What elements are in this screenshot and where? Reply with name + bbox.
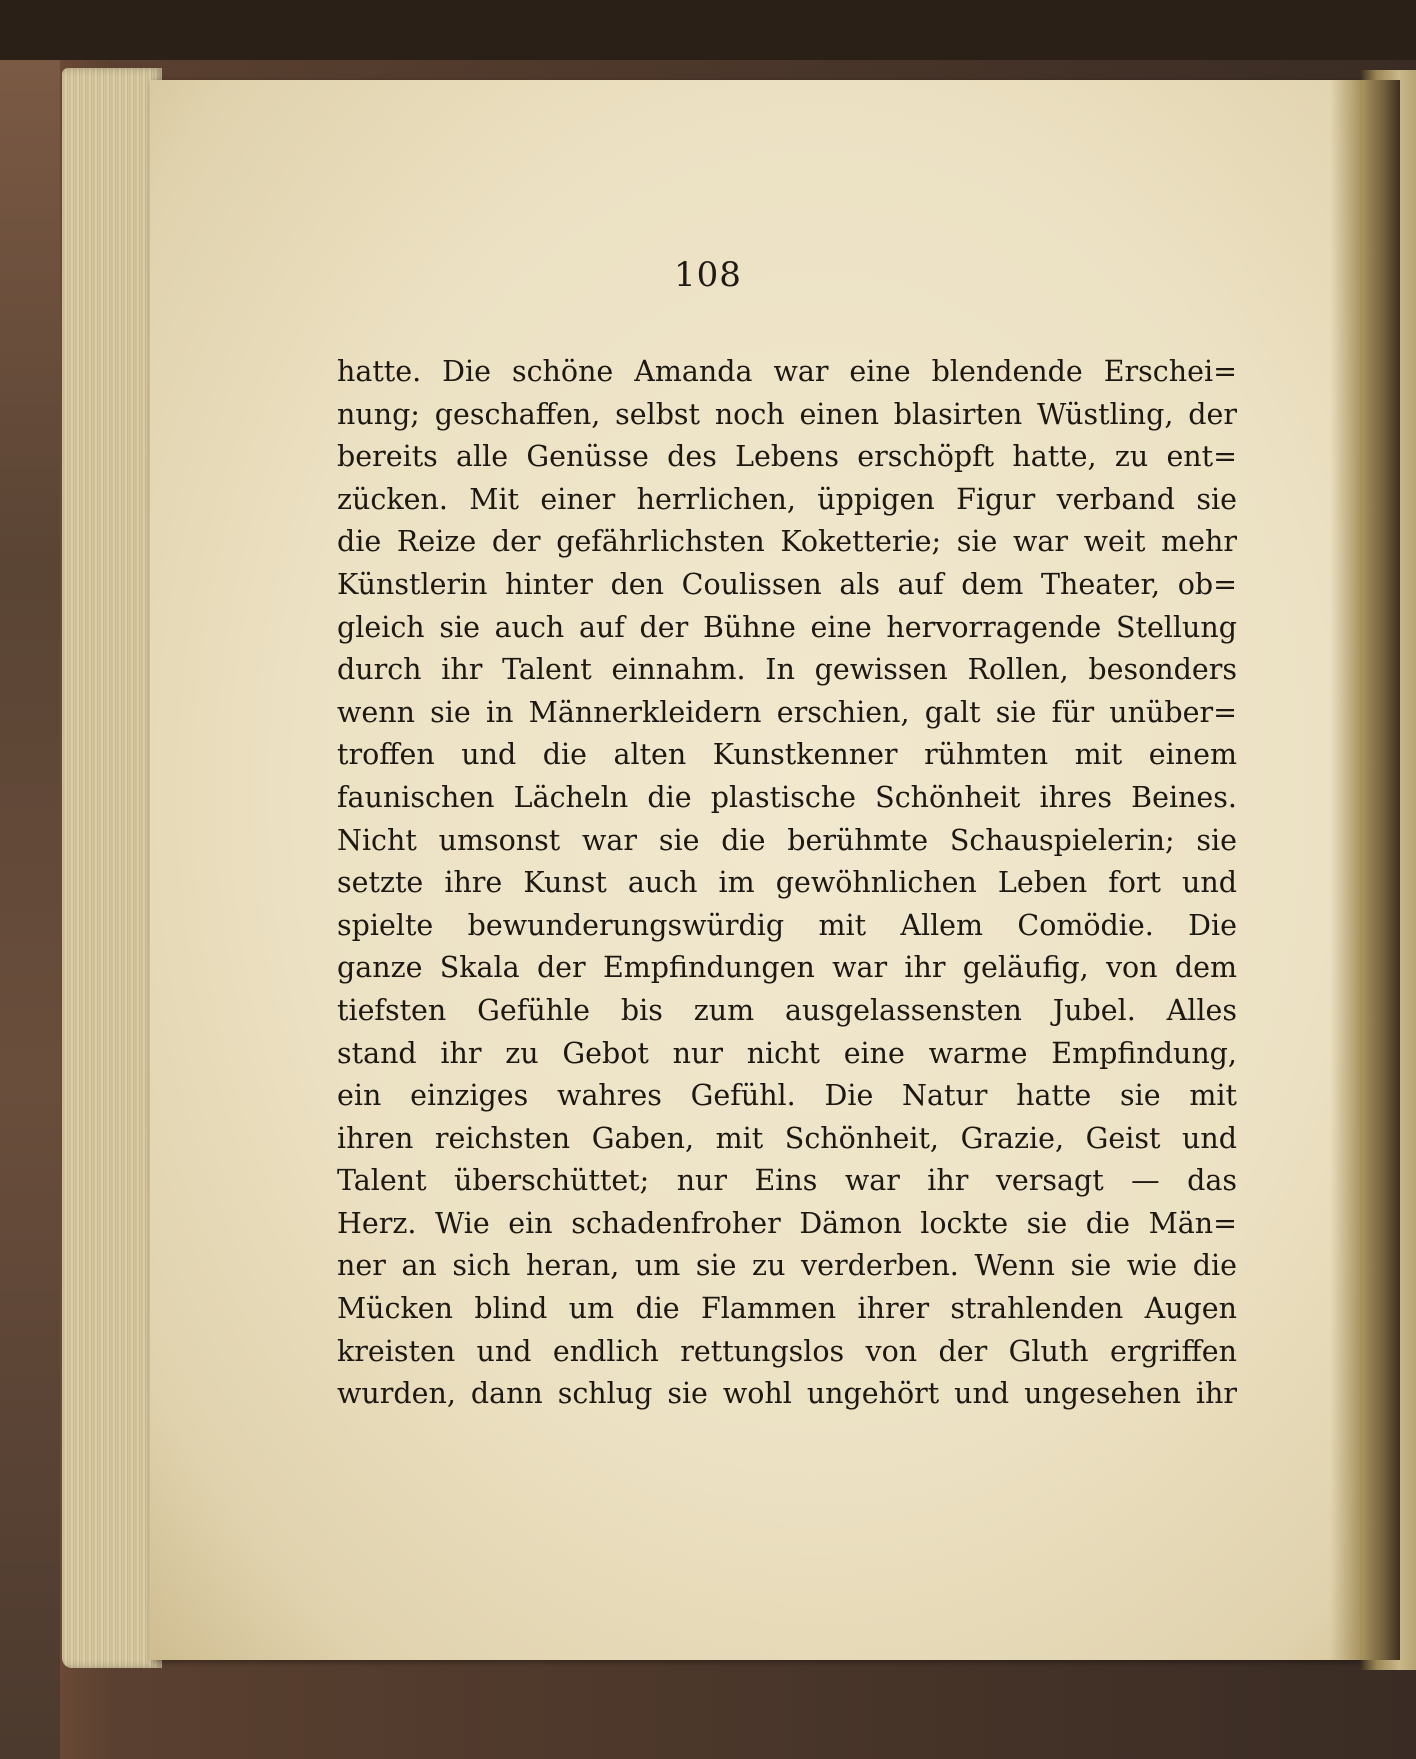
text-line: wenn sie in Männerkleidern erschien, galt sie für unüber=	[337, 695, 1237, 729]
page-number: 108	[674, 255, 742, 295]
text-line: gleich sie auch auf der Bühne eine hervorragende Stellung	[337, 610, 1237, 644]
text-line: Talent überschüttet; nur Eins war ihr versagt — das	[337, 1164, 1237, 1198]
text-line: tiefsten Gefühle bis zum ausgelassensten Jubel. Alles	[337, 993, 1237, 1027]
page-gutter	[1330, 80, 1400, 1660]
text-line: setzte ihre Kunst auch im gewöhnlichen Leben fort und	[337, 866, 1237, 900]
text-line: faunischen Lächeln die plastische Schönheit ihres Beines.	[337, 780, 1237, 814]
text-line: Nicht umsonst war sie die berühmte Schauspielerin; sie	[337, 823, 1237, 857]
text-line: ner an sich heran, um sie zu verderben. Wenn sie wie die	[337, 1249, 1237, 1283]
text-line: hatte. Die schöne Amanda war eine blendende Erschei=	[337, 355, 1237, 388]
page-edges	[62, 68, 162, 1668]
text-line: ein einziges wahres Gefühl. Die Natur hatte sie mit	[337, 1079, 1237, 1113]
text-line: die Reize der gefährlichsten Koketterie; sie war weit mehr	[337, 525, 1237, 559]
text-line: Mücken blind um die Flammen ihrer strahlenden Augen	[337, 1292, 1237, 1326]
text-line: wurden, dann schlug sie wohl ungehört und ungesehen ihr	[337, 1377, 1237, 1411]
text-line: kreisten und endlich rettungslos von der Gluth ergriffen	[337, 1334, 1237, 1368]
text-line: ganze Skala der Empfindungen war ihr geläufig, von dem	[337, 951, 1237, 985]
text-line: troffen und die alten Kunstkenner rühmten mit einem	[337, 738, 1237, 772]
text-line: Herz. Wie ein schadenfroher Dämon lockte sie die Män=	[337, 1206, 1237, 1240]
book-spine	[0, 60, 60, 1759]
text-line: Künstlerin hinter den Coulissen als auf dem Theater, ob=	[337, 567, 1237, 601]
text-line: durch ihr Talent einnahm. In gewissen Rollen, besonders	[337, 653, 1237, 687]
text-line: stand ihr zu Gebot nur nicht eine warme Empfindung,	[337, 1036, 1237, 1070]
body-text	[337, 351, 1237, 1416]
text-line: bereits alle Genüsse des Lebens erschöpft hatte, zu ent=	[337, 440, 1237, 474]
text-line: ihren reichsten Gaben, mit Schönheit, Grazie, Geist und	[337, 1121, 1237, 1155]
text-line: nung; geschaffen, selbst noch einen blasirten Wüstling, der	[337, 397, 1237, 431]
text-line: spielte bewunderungswürdig mit Allem Comödie. Die	[337, 908, 1237, 942]
text-line: zücken. Mit einer herrlichen, üppigen Figur verband sie	[337, 482, 1237, 516]
